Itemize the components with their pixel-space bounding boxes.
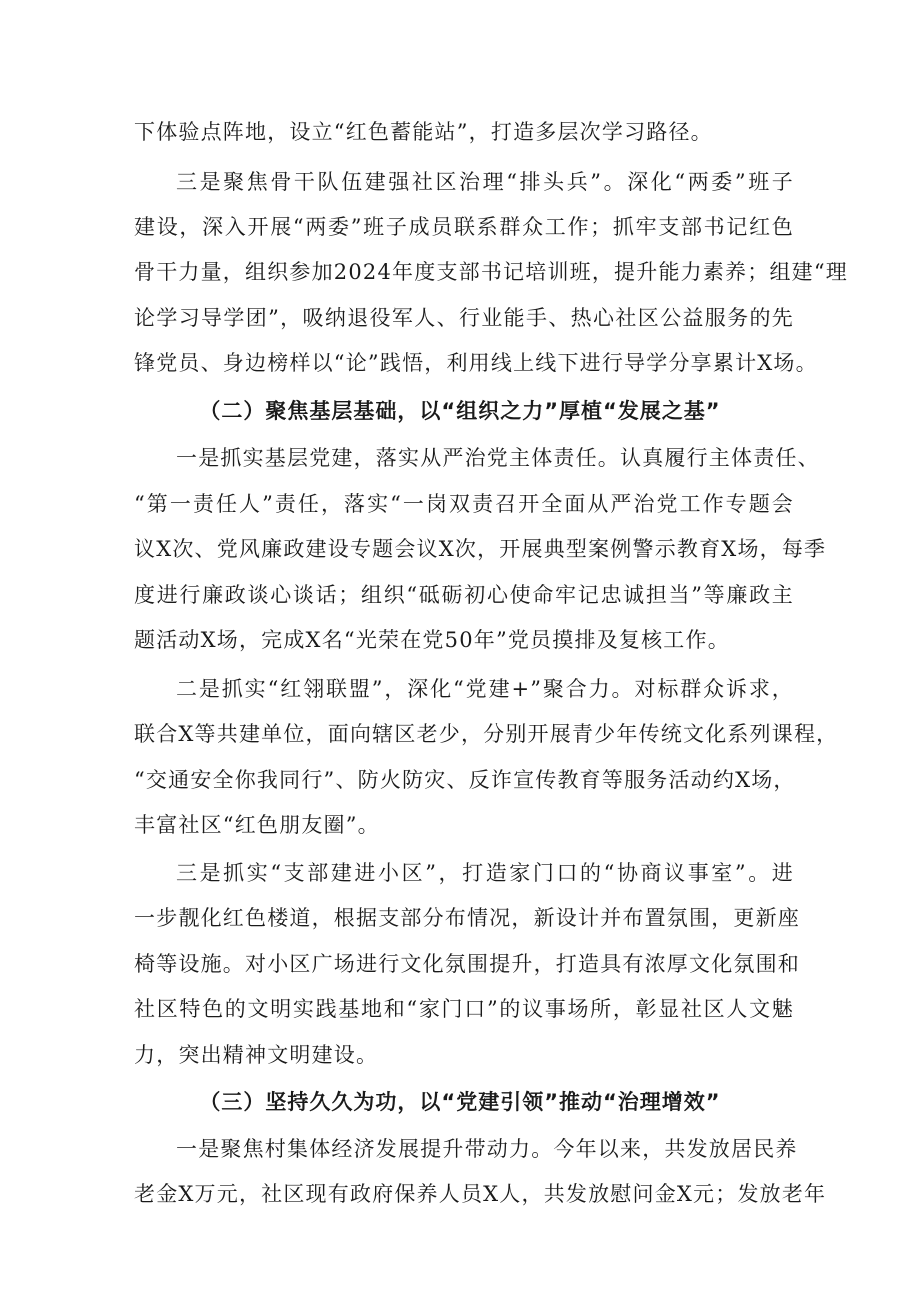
section-heading: （三）坚持久久为功，以“党建引领”推动“治理增效”: [199, 1090, 721, 1114]
paragraph-line: 议X次、党风廉政建设专题会议X次，开展典型案例警示教育X场，每季: [134, 537, 827, 561]
paragraph-line: 二是抓实“红翎联盟”，深化“党建+”聚合力。对标群众诉求，: [176, 677, 794, 701]
paragraph-line: “交通安全你我同行”、防火防灾、反诈宣传教育等服务活动约X场，: [134, 768, 796, 792]
paragraph-line: 三是抓实“支部建进小区”，打造家门口的“协商议事室”。进: [176, 861, 794, 885]
paragraph-line: 三是聚焦骨干队伍建强社区治理“排头兵”。深化“两委”班子: [176, 170, 794, 194]
paragraph-line: 锋党员、身边榜样以“论”践悟，利用线上线下进行导学分享累计X场。: [134, 351, 818, 375]
paragraph-line: “第一责任人”责任，落实“一岗双责召开全面从严治党工作专题会: [134, 492, 794, 516]
paragraph-line: 下体验点阵地，设立“红色蓄能站”，打造多层次学习路径。: [134, 120, 713, 144]
paragraph-line: 一步靓化红色楼道，根据支部分布情况，新设计并布置氛围，更新座: [134, 906, 800, 930]
paragraph-line: 一是聚焦村集体经济发展提升带动力。今年以来，共发放居民养: [176, 1137, 798, 1161]
paragraph-line: 社区特色的文明实践基地和“家门口”的议事场所，彰显社区人文魅: [134, 997, 794, 1021]
paragraph-line: 力，突出精神文明建设。: [134, 1043, 379, 1067]
paragraph-line: 题活动X场，完成X名“光荣在党50年”党员摸排及复核工作。: [134, 628, 730, 652]
paragraph-line: 度进行廉政谈心谈话；组织“砥砺初心使命牢记忠诚担当”等廉政主: [134, 583, 794, 607]
paragraph-line: 骨干力量，组织参加2024年度支部书记培训班，提升能力素养；组建“理: [134, 260, 848, 284]
paragraph-line: 丰富社区“红色朋友圈”。: [134, 813, 380, 837]
paragraph-line: 一是抓实基层党建，落实从严治党主体责任。认真履行主体责任、: [176, 446, 820, 470]
paragraph-line: 论学习导学团”，吸纳退役军人、行业能手、热心社区公益服务的先: [134, 306, 794, 330]
section-heading: （二）聚焦基层基础，以“组织之力”厚植“发展之基”: [199, 399, 721, 423]
paragraph-line: 联合X等共建单位，面向辖区老少，分别开展青少年传统文化系列课程，: [134, 722, 839, 746]
paragraph-line: 椅等设施。对小区广场进行文化氛围提升，打造具有浓厚文化氛围和: [134, 952, 800, 976]
paragraph-line: 建设，深入开展“两委”班子成员联系群众工作；抓牢支部书记红色: [134, 215, 794, 239]
paragraph-line: 老金X万元，社区现有政府保养人员X人，共发放慰问金X元；发放老年: [134, 1182, 827, 1206]
